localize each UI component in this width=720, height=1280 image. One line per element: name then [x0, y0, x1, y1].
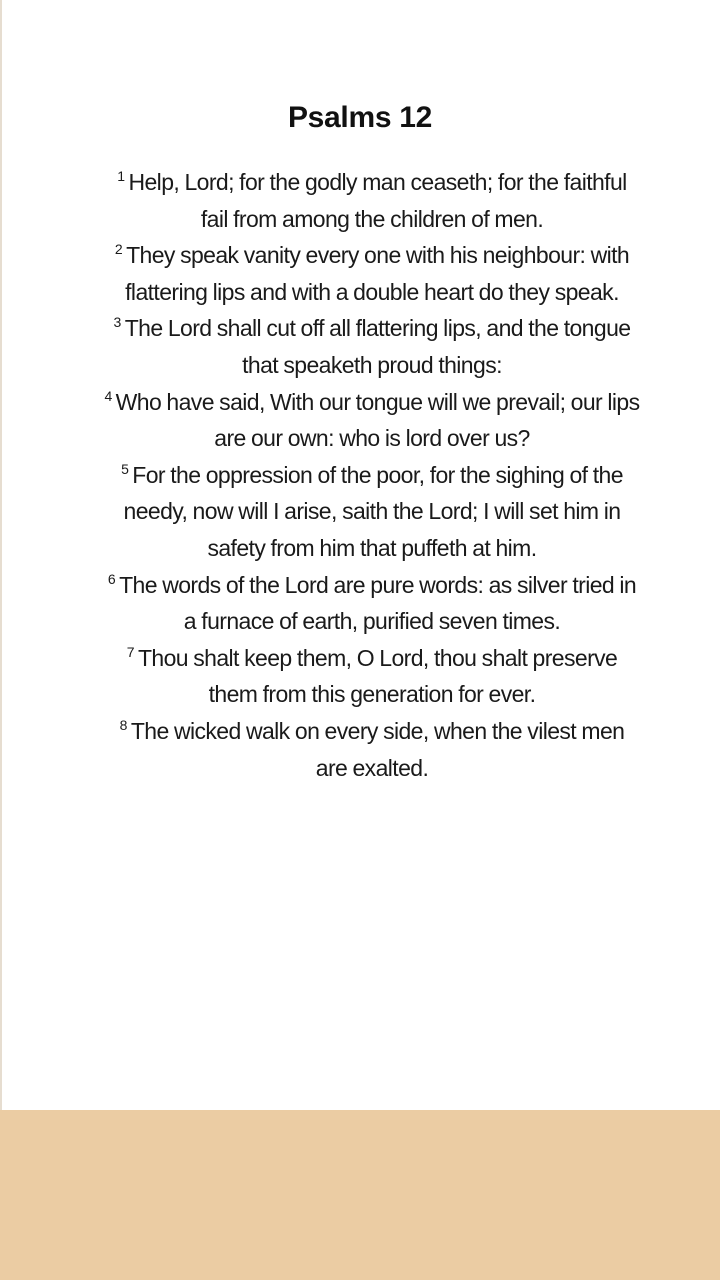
verse-number: 3: [113, 314, 121, 331]
verse-text: The words of the Lord are pure words: as silver tried in a furnace of earth, purified seven times.: [119, 571, 637, 635]
verse-3: [104, 310, 640, 383]
verse-text: Thou shalt keep them, O Lord, thou shalt preserve them from this generation for ever.: [137, 644, 618, 708]
verse-number: 4: [104, 387, 112, 404]
verse-7: [104, 640, 640, 713]
page-edge-divider: [0, 0, 2, 1110]
footer-band: [0, 1110, 720, 1280]
verse-number: 5: [121, 460, 129, 477]
verse-number: 7: [126, 643, 134, 660]
verse-1: [104, 164, 640, 237]
verse-8: [104, 713, 640, 786]
verse-6: [104, 567, 640, 640]
verse-text: They speak vanity every one with his neighbour: with flattering lips and with a double heart do they speak.: [125, 242, 630, 305]
scripture-passage: [104, 164, 640, 786]
verse-text: The Lord shall cut off all flattering lips, and the tongue that speaketh proud things:: [124, 315, 631, 378]
verse-number: 1: [117, 168, 125, 184]
verse-2: [104, 237, 640, 310]
verse-4: [104, 384, 640, 457]
verse-number: 8: [119, 716, 127, 733]
verse-text: Help, Lord; for the godly man ceaseth; for the faithful fail from among the children of men.: [128, 169, 627, 232]
verse-text: For the oppression of the poor, for the sighing of the needy, now will I arise, saith the Lord; I will set him in safety from him that puffeth at him.: [123, 461, 623, 561]
verse-number: 6: [107, 570, 116, 587]
verse-text: The wicked walk on every side, when the vilest men are exalted.: [130, 717, 625, 781]
verse-5: [104, 457, 640, 567]
page-title: Psalms 12: [287, 101, 433, 134]
verse-text: Who have said, With our tongue will we prevail; our lips are our own: who is lord over us?: [115, 388, 640, 452]
verse-number: 2: [114, 241, 123, 258]
